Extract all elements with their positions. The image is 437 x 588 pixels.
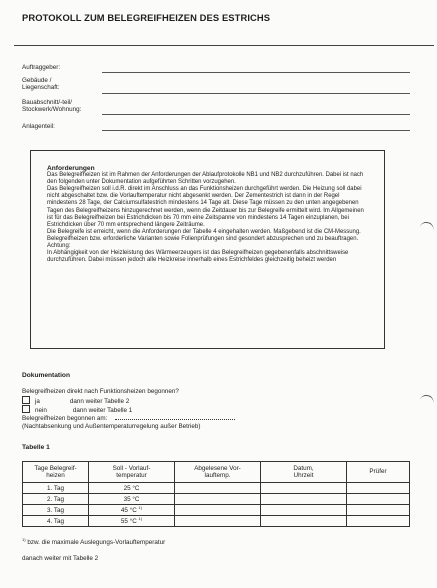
table1-read-temp-cell[interactable]: [175, 494, 261, 505]
table1-header-read-line2: lauftemp.: [204, 472, 231, 479]
table1-header-target-line1: Soll - Vorlauf-: [112, 464, 151, 472]
next-instruction: danach weiter mit Tabelle 2: [22, 555, 99, 562]
option-nein: [22, 405, 235, 415]
table1-target-temp-value: 55 °C: [120, 518, 137, 526]
table1-target-temp: [89, 494, 175, 505]
table1-target-temp: [89, 483, 175, 494]
option-ja: [22, 396, 235, 406]
table1-read-temp-cell[interactable]: [175, 505, 261, 516]
checkbox-nein[interactable]: [22, 405, 30, 413]
table1-day: 1. Tag: [23, 483, 89, 494]
option-ja-label: ja: [35, 397, 40, 405]
option-nein-action: dann weiter Tabelle 1: [72, 407, 133, 415]
table-row: [23, 494, 410, 505]
table1-header-row: [23, 462, 410, 483]
requirements-attention: Achtung:: [47, 243, 71, 250]
table1-header-read-line1: Abgelesene Vor-: [194, 464, 241, 472]
table1-target-temp: [89, 516, 175, 527]
table1: [22, 461, 410, 527]
field-bauabschnitt-line[interactable]: [102, 114, 410, 115]
table1-header-date-line2: Uhrzeit: [293, 472, 314, 479]
table1-heading: Tabelle 1: [22, 444, 50, 451]
table1-header-date: [261, 462, 347, 483]
table1-header-days-line2: heizen: [46, 472, 65, 479]
requirements-box: [30, 150, 385, 349]
table1-header-target-line2: temperatur: [116, 472, 147, 479]
table1-inspector-cell[interactable]: [347, 516, 410, 527]
requirements-heading: Anforderungen: [47, 165, 95, 172]
requirements-paragraph-2: Das Belegreifheizen soll i.d.R. direkt im Anschluss an das Funktionsheizen durchgeführt werden. Die Heizung soll dabei nicht abgeschaltet bzw. die Vorlauftemperatur nicht abgesenkt werden. Der Zementestrich ist dann in der Regel mindestens 28 Tage, der Calciumsulfatestrich mindestens 14 Tage alt. Diese Tage müssen zu den unten angegebenen Tagen des Belegreifheizens hinzugerechnet werden, wenn die Zeitdauer bis zur Belegreife ermittelt wird. Im Allgemeinen ist für das Belegreifheizen bei Estrichdicken bis 70 mm eine Zeitspanne von mindestens 14 Tagen einzuplanen, bei Estrichdicken über 70 mm entsprechend längere Zeiträume.: [47, 186, 364, 228]
option-nein-label: nein: [35, 407, 47, 415]
table1-header-days: [23, 462, 89, 483]
punch-mark-icon: [419, 221, 435, 233]
table1-day: 4. Tag: [23, 516, 89, 527]
table1-day: 3. Tag: [23, 505, 89, 516]
field-gebaeude-label-line1: Gebäude /: [22, 77, 52, 84]
table1-inspector-cell[interactable]: [347, 483, 410, 494]
field-auftraggeber-line[interactable]: [102, 72, 410, 73]
table1-date-cell[interactable]: [261, 505, 347, 516]
header-divider: [14, 45, 434, 46]
table-row: [23, 505, 410, 516]
footnote-ref: 1): [138, 505, 143, 511]
table1-date-cell[interactable]: [261, 494, 347, 505]
footnote-ref: 1): [138, 516, 143, 522]
table1-read-temp-cell[interactable]: [175, 516, 261, 527]
field-gebaeude-label-line2: Liegenschaft:: [22, 84, 60, 92]
table-row: [23, 516, 410, 527]
punch-mark-icon: [419, 394, 435, 406]
table1-date-cell[interactable]: [261, 483, 347, 494]
table1-target-temp-value: 35 °C: [123, 495, 140, 503]
requirements-paragraph-5: In Abhängigkeit von der Heizleistung des Wärmeerzeugers ist das Belegreifheizen gegebenenfalls abschnittsweise durchzuführen. Dabei müssen jedoch alle Heizkreise innerhalb eines Estrichfeldes gleichzeitig beheizt werden: [47, 250, 349, 264]
table1-header-read-temp: [175, 462, 261, 483]
documentation-heading: Dokumentation: [22, 372, 70, 379]
field-bauabschnitt-label-line1: Bauabschnitt/-teil/: [22, 99, 73, 106]
requirements-paragraph-4: Belegreifheizen bzw. erforderliche Varianten sowie Folienprüfungen sind gesondert abzusprechen und zu beauftragen.: [47, 235, 359, 242]
checkbox-ja[interactable]: [22, 396, 30, 404]
documentation-question: Belegreifheizen direkt nach Funktionsheizen begonnen?: [22, 388, 179, 395]
started-date-field[interactable]: [115, 419, 235, 420]
requirements-paragraph-1: Das Belegreifheizen ist im Rahmen der Anforderungen der Ablaufprotokolle NB1 und NB2 durchzuführen. Dabei ist nach den folgenden unter Dokumentation aufgeführten Schritten vorzugehen.: [47, 172, 364, 186]
footnote-text: bzw. die maximale Auslegungs-Vorlauftemperatur: [27, 539, 166, 547]
started-label: Belegreifheizen begonnen am:: [22, 415, 108, 423]
table1-header-inspector: [347, 462, 410, 483]
table1-target-temp: [89, 505, 175, 516]
field-bauabschnitt-label-line2: Stockwerk/Wohnung:: [22, 106, 82, 114]
footnote: [22, 537, 165, 546]
table1-header-inspector-label: Prüfer: [369, 468, 387, 476]
requirements-paragraph-3: Die Belegreife ist erreicht, wenn die Anforderungen der Tabelle 4 eingehalten werden. Maßgebend ist die CM-Messung.: [47, 228, 361, 235]
table1-inspector-cell[interactable]: [347, 494, 410, 505]
table1-header-days-line1: Tage Belegreif-: [34, 464, 77, 472]
field-anlagenteil-line[interactable]: [102, 130, 410, 131]
table1-target-temp-value: 25 °C: [123, 484, 140, 492]
table1-header-target-temp: [89, 462, 175, 483]
documentation-block: [22, 388, 235, 431]
page-title: PROTOKOLL ZUM BELEGREIFHEIZEN DES ESTRICHS: [22, 12, 271, 23]
table1-date-cell[interactable]: [261, 516, 347, 527]
table1-day: 2. Tag: [23, 494, 89, 505]
field-gebaeude-label: [22, 77, 59, 92]
field-anlagenteil-label: Anlagenteil:: [22, 123, 55, 130]
field-gebaeude-line[interactable]: [102, 93, 410, 94]
started-row: [22, 415, 235, 423]
documentation-note: (Nachtabsenkung und Außentemperaturregelung außer Betrieb): [22, 422, 201, 430]
option-ja-action: dann weiter Tabelle 2: [69, 397, 130, 405]
field-auftraggeber-label: Auftraggeber:: [22, 64, 61, 71]
table1-header-date-line1: Datum,: [293, 464, 314, 472]
footnote-mark: 1): [22, 537, 26, 542]
table1-read-temp-cell[interactable]: [175, 483, 261, 494]
table-row: [23, 483, 410, 494]
table1-target-temp-value: 45 °C: [120, 507, 137, 515]
field-bauabschnitt-label: [22, 99, 81, 114]
table1-inspector-cell[interactable]: [347, 505, 410, 516]
